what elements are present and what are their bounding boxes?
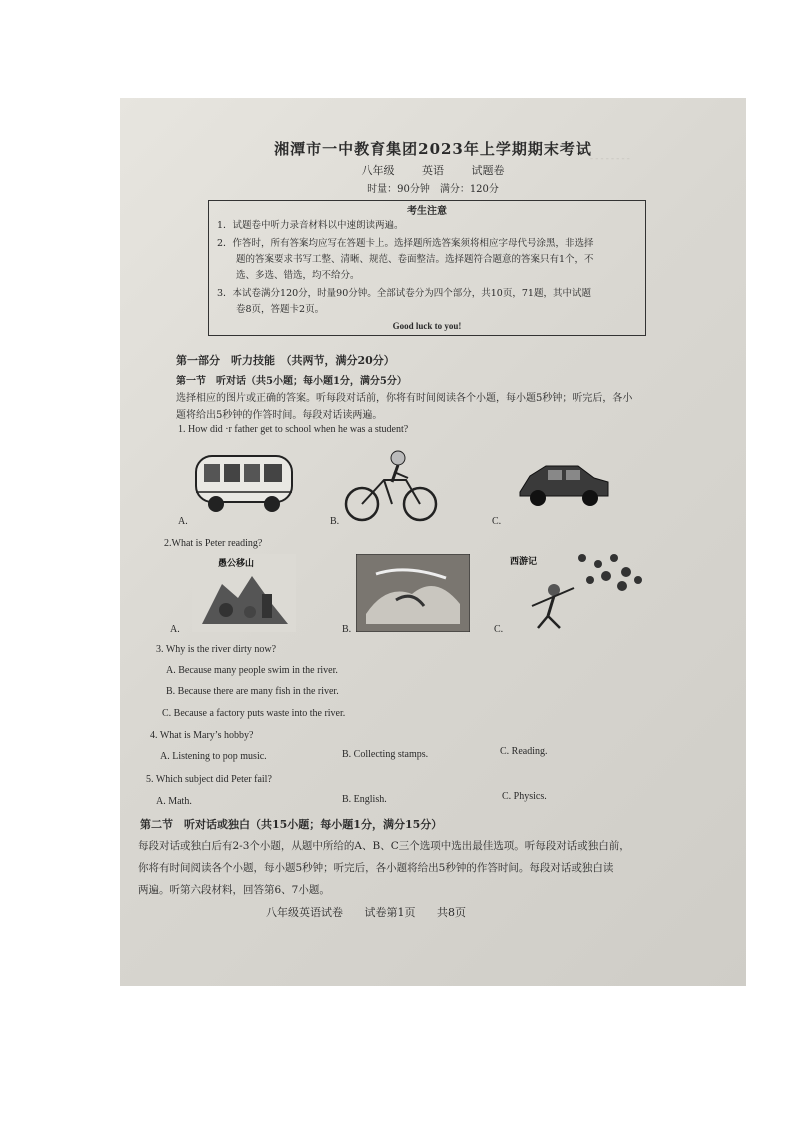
section2-line: 两遍。听第六段材料，回答第6、7小题。 <box>138 884 330 896</box>
paper-label: 试题卷 <box>471 164 505 177</box>
exam-paper-photo <box>120 98 746 986</box>
footer-page: 试卷第1页 <box>364 906 416 919</box>
notice-title: 考生注意 <box>407 206 447 217</box>
question-3: 3. Why is the river dirty now? <box>156 644 277 655</box>
q4-option-b: B. Collecting stamps. <box>342 749 429 760</box>
good-luck-text: Good luck to you! <box>392 321 462 331</box>
notice-box <box>208 200 646 336</box>
notice-line: 选、多选、错选，均不给分。 <box>217 270 360 281</box>
car-picture <box>516 454 612 512</box>
q3-option-a: A. Because many people swim in the river. <box>166 665 338 676</box>
notice-line: 题的答案要求书写工整、清晰、规范、卷面整洁。选择题符合题意的答案只有1个，不 <box>217 254 594 265</box>
q2-option-label: A. <box>170 624 180 635</box>
q2-option-label: B. <box>342 624 352 635</box>
q2-option-label: C. <box>494 624 504 635</box>
bleed-through-text: - - - - - - - - <box>590 153 630 163</box>
section2-line: 你将有时间阅读各个小题，每小题5秒钟；听完后，各小题将给出5秒钟的作答时间。每段对话或独白读 <box>138 862 614 874</box>
time-score-line: 时量：90分钟 满分：120分 <box>367 184 499 195</box>
q4-option-a: A. Listening to pop music. <box>160 751 267 762</box>
subject-label: 英语 <box>422 164 444 177</box>
q5-option-b: B. English. <box>342 794 387 805</box>
exam-title: 湘潭市一中教育集团2023年上学期期末考试 <box>274 140 592 158</box>
part1-title: 第一部分 听力技能 （共两节，满分20分） <box>176 354 395 367</box>
q1-option-label: C. <box>492 516 502 527</box>
exam-subtitle <box>120 162 746 178</box>
book-title-caption: 西游记 <box>510 557 538 567</box>
q3-option-c: C. Because a factory puts waste into the river. <box>162 708 346 719</box>
bicycle-picture <box>342 448 442 524</box>
q5-option-c: C. Physics. <box>502 791 547 802</box>
painting-picture <box>356 554 470 632</box>
book-cover-picture <box>192 554 296 632</box>
notice-line: 3．本试卷满分120分，时量90分钟。全部试卷分为四个部分，共10页，71题，其中试题 <box>217 288 591 299</box>
section2-line: 每段对话或独白后有2-3个小题，从题中所给的A、B、C三个选项中选出最佳选项。听每段对话或独白前， <box>138 840 630 852</box>
question-5: 5. Which subject did Peter fail? <box>146 774 272 785</box>
section1-instruction: 题将给出5秒钟的作答时间。每段对话读两遍。 <box>176 410 383 421</box>
notice-line: 1．试题卷中听力录音材料以中速朗读两遍。 <box>217 220 404 231</box>
bus-picture <box>192 448 297 518</box>
monkey-king-picture <box>506 550 646 634</box>
section1-instruction: 选择相应的图片或正确的答案。听每段对话前，你将有时间阅读各个小题，每小题5秒钟；听完后，各小 <box>176 393 633 404</box>
question-1: 1. How did ·r father get to school when he was a student? <box>178 424 409 435</box>
notice-line: 2．作答时，所有答案均应写在答题卡上。选择题所选答案须将相应字母代号涂黑，非选择 <box>217 238 594 249</box>
question-2: 2.What is Peter reading? <box>164 538 263 549</box>
footer-total: 共8页 <box>437 906 466 919</box>
grade-label: 八年级 <box>361 164 395 177</box>
q4-option-c: C. Reading. <box>500 746 548 757</box>
notice-line: 卷8页，答题卡2页。 <box>217 304 325 315</box>
q1-option-label: A. <box>178 516 188 527</box>
q1-option-label: B. <box>330 516 340 527</box>
book-cover-caption: 愚公移山 <box>218 559 255 569</box>
page-footer <box>266 904 484 920</box>
q3-option-b: B. Because there are many fish in the river. <box>166 686 339 697</box>
section2-title: 第二节 听对话或独白（共15小题；每小题1分，满分15分） <box>140 818 443 831</box>
footer-name: 八年级英语试卷 <box>266 906 343 919</box>
section1-title: 第一节 听对话（共5小题；每小题1分，满分5分） <box>176 376 407 387</box>
question-4: 4. What is Mary’s hobby? <box>150 730 254 741</box>
q5-option-a: A. Math. <box>156 796 192 807</box>
